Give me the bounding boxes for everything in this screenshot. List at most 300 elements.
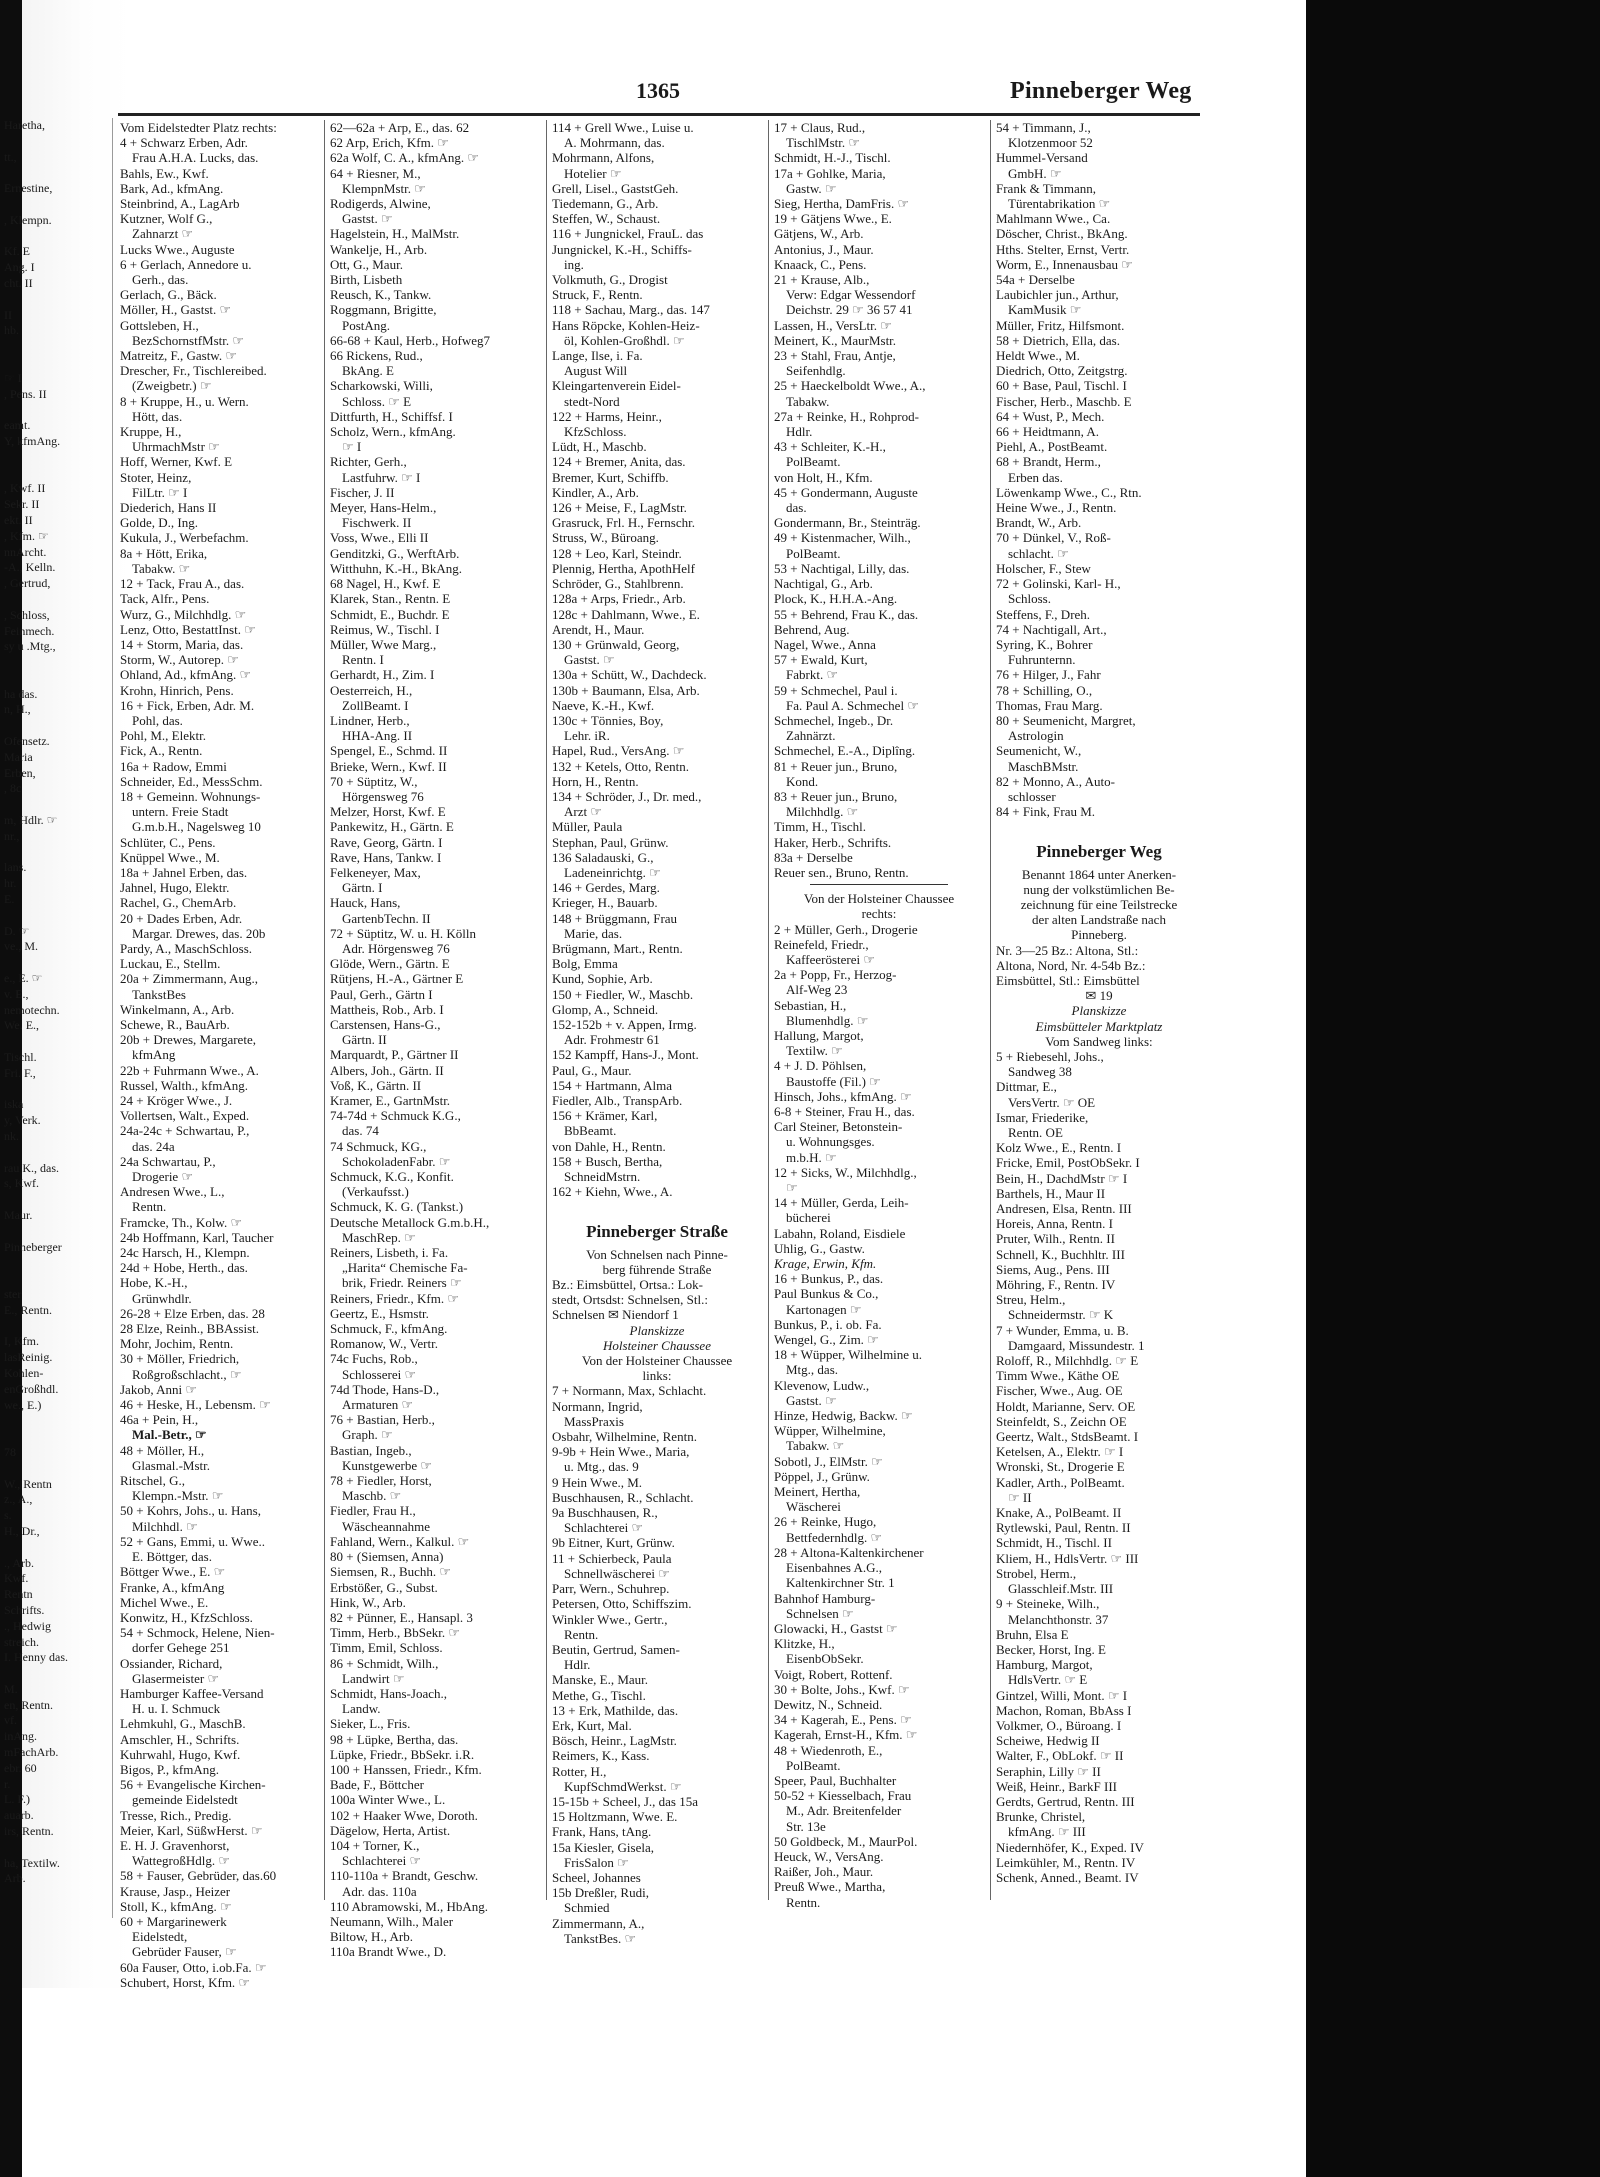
directory-entry-line: Dewitz, N., Schneid. <box>774 1696 883 1712</box>
fragment-line: ve., M. <box>4 939 38 954</box>
directory-entry-line: 76 + Bastian, Herb., <box>330 1412 435 1428</box>
fragment-line <box>4 1840 110 1856</box>
fragment-line <box>4 845 110 861</box>
fragment-line: I. Henny das. <box>4 1650 68 1665</box>
directory-entry-line: Glasermeister ☞ <box>132 1670 220 1686</box>
directory-entry-line: TankstBes <box>132 986 186 1002</box>
directory-entry-line: 84 + Fink, Frau M. <box>996 804 1096 820</box>
directory-entry-line: Steffens, F., Dreh. <box>996 606 1091 622</box>
directory-entry-line: Knake, A., PolBeamt. II <box>996 1505 1122 1521</box>
directory-entry-line: 13 + Erk, Mathilde, das. <box>552 1702 679 1718</box>
directory-entry-line: Fischwerk. II <box>342 515 412 531</box>
directory-entry-line: Kund, Sophie, Arb. <box>552 971 653 987</box>
directory-entry-line: Walter, F., ObLokf. ☞ II <box>996 1748 1124 1764</box>
running-head: Pinneberger Weg <box>1010 78 1192 104</box>
directory-entry-line: Mahlmann Wwe., Ca. <box>996 211 1111 227</box>
directory-entry-line: Kutzner, Wolf G., <box>120 211 213 227</box>
directory-entry-line: 122 + Harms, Heinr., <box>552 408 662 424</box>
previous-page-fragment <box>4 118 110 1887</box>
directory-entry-line: 136 Saladauski, G., <box>552 849 654 865</box>
directory-entry-line: Weiß, Heinr., BarkF III <box>996 1778 1117 1794</box>
directory-entry-line: Kleingartenverein Eidel- <box>552 378 681 394</box>
directory-entry-line: Mohrmann, Alfons, <box>552 150 655 166</box>
directory-entry-line: Löwenkamp Wwe., C., Rtn. <box>996 484 1142 500</box>
directory-entry-line: Von Schnelsen nach Pinne- <box>586 1246 728 1262</box>
directory-entry-line: Textilw. ☞ <box>786 1043 843 1059</box>
directory-entry-line: Voigt, Robert, Rottenf. <box>774 1666 893 1682</box>
directory-entry-line: 62a Wolf, C. A., kfmAng. ☞ <box>330 150 480 166</box>
directory-entry-line: Becker, Horst, Ing. E <box>996 1641 1106 1657</box>
directory-entry-line: Frank & Timmann, <box>996 180 1097 196</box>
directory-entry-line: 58 + Dietrich, Ella, das. <box>996 332 1120 348</box>
directory-entry-line: links: <box>642 1368 672 1384</box>
fragment-line: Arb. <box>4 1871 26 1886</box>
directory-entry-line: 24d + Hobe, Herth., das. <box>120 1260 248 1276</box>
directory-entry-line: Vollertsen, Walt., Exped. <box>120 1108 250 1124</box>
directory-entry-line: 56 + Evangelische Kirchen- <box>120 1777 266 1793</box>
fragment-line: we., E.) <box>4 1397 42 1412</box>
directory-entry-line: Bigos, P., kfmAng. <box>120 1761 219 1777</box>
directory-entry-line: 54 + Schmock, Helene, Nien- <box>120 1625 275 1641</box>
directory-entry-line: Roßgroßschlacht., ☞ <box>132 1366 242 1382</box>
directory-entry-line: 76 + Hilger, J., Fahr <box>996 667 1101 683</box>
directory-entry-line: 24a-24c + Schwartau, P., <box>120 1123 250 1139</box>
directory-entry-line: Klempn.-Mstr. ☞ <box>132 1488 224 1504</box>
directory-entry-line: Horn, H., Rentn. <box>552 773 639 789</box>
fragment-line: I, Kfm. <box>4 1334 39 1349</box>
directory-entry-line: Gottsleben, H., <box>120 317 199 333</box>
fragment-line <box>4 1192 110 1208</box>
directory-entry-line: 45 + Gondermann, Auguste <box>774 484 918 500</box>
directory-entry-line: Geertz, E., Hsmstr. <box>330 1305 429 1321</box>
directory-entry-line: 68 Nagel, H., Kwf. E <box>330 576 441 592</box>
fragment-line <box>4 797 110 813</box>
directory-entry-line: Hans Röpcke, Kohlen-Heiz- <box>552 317 700 333</box>
directory-entry-line: Reuer sen., Bruno, Rentn. <box>774 864 909 880</box>
directory-entry-line: Haker, Herb., Schrifts. <box>774 834 892 850</box>
directory-entry-line: Ritschel, G., <box>120 1473 185 1489</box>
fragment-line <box>4 355 110 371</box>
directory-entry-line: Hdlr. <box>786 424 813 440</box>
directory-entry-line: 17 + Claus, Rud., <box>774 120 866 135</box>
directory-entry-line: 130 + Grünwald, Georg, <box>552 636 680 652</box>
directory-entry-line: Hummel-Versand <box>996 150 1088 166</box>
directory-entry-line <box>552 1199 762 1214</box>
fragment-line: Ernestine, <box>4 181 53 196</box>
directory-entry-line: 126 + Meise, F., LagMstr. <box>552 500 687 516</box>
directory-entry-line: Schlachterei ☞ <box>342 1853 422 1869</box>
fragment-line: streich. <box>4 1634 39 1649</box>
directory-entry-line: Schlüter, C., Pens. <box>120 834 216 850</box>
directory-entry-line: Gebrüder Fauser, ☞ <box>132 1944 237 1960</box>
directory-entry-line: Birth, Lisbeth <box>330 272 403 288</box>
directory-entry-line: Gerh., das. <box>132 272 189 288</box>
directory-entry-line: Fick, A., Rentn. <box>120 743 203 759</box>
directory-entry-line: 130a + Schütt, W., Dachdeck. <box>552 667 707 683</box>
directory-entry-line: Verw: Edgar Wessendorf <box>786 287 916 303</box>
directory-entry-line: Fabrkt. ☞ <box>786 667 839 683</box>
directory-entry-line: Ossiander, Richard, <box>120 1655 223 1671</box>
directory-entry-line: Arzt ☞ <box>564 804 603 820</box>
directory-entry-line: Lüpke, Friedr., BbSekr. i.R. <box>330 1746 475 1762</box>
directory-entry-line: Kolz Wwe., E., Rentn. I <box>996 1140 1122 1156</box>
directory-entry-line: Syring, K., Bohrer <box>996 636 1093 652</box>
directory-entry-line: 154 + Hartmann, Alma <box>552 1077 672 1093</box>
directory-entry-line: Streu, Helm., <box>996 1292 1066 1308</box>
directory-entry-line: berg führende Straße <box>602 1261 712 1277</box>
directory-entry-line: das. 24a <box>132 1138 175 1154</box>
directory-entry-line: M., Adr. Breitenfelder <box>786 1803 902 1819</box>
directory-entry-line: Schmuck, F., kfmAng. <box>330 1321 448 1337</box>
directory-entry-line: Hths. Stelter, Ernst, Vertr. <box>996 241 1130 257</box>
directory-entry-line: Pöppel, J., Grünw. <box>774 1468 870 1484</box>
directory-entry-line: SchneidMstrn. <box>564 1169 641 1185</box>
directory-entry-line: 17a + Gohlke, Maria, <box>774 165 886 181</box>
directory-entry-line: ☞ <box>786 1180 798 1196</box>
directory-entry-line: 30 + Möller, Friedrich, <box>120 1351 240 1367</box>
directory-entry-line: Schmechel, E.-A., Diplîng. <box>774 743 916 759</box>
directory-entry-line: 66 + Heidtmann, A. <box>996 424 1100 440</box>
directory-entry-line: Glöde, Wern., Gärtn. E <box>330 956 450 972</box>
directory-entry-line: 24c Harsch, H., Klempn. <box>120 1245 250 1261</box>
directory-entry-line: 2a + Popp, Fr., Herzog- <box>774 967 897 983</box>
fragment-line: Maur. <box>4 1207 33 1222</box>
directory-entry-line: 64 + Wust, P., Mech. <box>996 408 1105 424</box>
directory-entry-line: 34 + Kagerah, E., Pens. ☞ <box>774 1712 912 1728</box>
directory-entry-line: Spengel, E., Schmd. II <box>330 743 448 759</box>
directory-entry-line: Thomas, Frau Marg. <box>996 697 1103 713</box>
directory-entry-line: 80 + (Siemsen, Anna) <box>330 1549 444 1565</box>
directory-entry-line: Voss, Wwe., Elli II <box>330 530 429 546</box>
directory-entry-line: Ketelsen, A., Elektr. ☞ I <box>996 1444 1124 1460</box>
directory-entry-line: Holdt, Marianne, Serv. OE <box>996 1398 1136 1414</box>
directory-entry-line: 19 + Gätjens Wwe., E. <box>774 211 892 227</box>
directory-entry-line: Schneider, Ed., MessSchm. <box>120 773 263 789</box>
directory-entry-line: 102 + Haaker Wwe, Doroth. <box>330 1807 478 1823</box>
column-divider <box>768 120 769 1900</box>
directory-entry-line: Meinert, K., MaurMstr. <box>774 332 897 348</box>
directory-entry-line: Machon, Roman, BbAss I <box>996 1702 1132 1718</box>
directory-entry-line: 9b Eitner, Kurt, Grünw. <box>552 1535 675 1551</box>
directory-entry-line: Geertz, Walt., StdsBeamt. I <box>996 1429 1139 1445</box>
directory-entry-line: 118 + Sachau, Marg., das. 147 <box>552 302 710 318</box>
fragment-line: m, Hdlr. ☞ <box>4 813 58 828</box>
fragment-line: nr., <box>4 828 20 843</box>
directory-entry-line: Michel Wwe., E. <box>120 1594 209 1610</box>
directory-entry-line: Struss, W., Büroang. <box>552 530 659 546</box>
fragment-line: Kf. E <box>4 244 30 259</box>
directory-entry-line: Ladeneinrichtg. ☞ <box>564 864 661 880</box>
directory-entry-line: Bruhn, Elsa E <box>996 1626 1069 1642</box>
directory-entry-line: Glasmal.-Mstr. <box>132 1457 210 1473</box>
fragment-line <box>4 339 110 355</box>
directory-entry-line: schlosser <box>1008 788 1056 804</box>
directory-entry-line: Manske, E., Maur. <box>552 1672 649 1688</box>
directory-entry-line: Nr. 3—25 Bz.: Altona, Stl.: <box>996 942 1139 958</box>
directory-entry-line: Schmuck, K. G. (Tankst.) <box>330 1199 464 1215</box>
fragment-line: r. <box>4 1776 11 1791</box>
directory-entry-line: BkAng. E <box>342 363 394 379</box>
directory-entry-line: Rentn. <box>564 1626 599 1642</box>
directory-entry-line: untern. Freie Stadt <box>132 804 229 820</box>
directory-entry-line: Storm, W., Autorep. ☞ <box>120 652 239 668</box>
directory-entry-line: Raißer, Joh., Maur. <box>774 1864 874 1880</box>
directory-entry-line: Schlosserei ☞ <box>342 1366 417 1382</box>
directory-entry-line: Schenk, Anned., Beamt. IV <box>996 1869 1139 1885</box>
directory-entry-line: Jungnickel, K.-H., Schiffs- <box>552 241 692 257</box>
directory-entry-line: Amschler, H., Schrifts. <box>120 1731 240 1747</box>
directory-entry-line: Meyer, Hans-Helm., <box>330 500 437 516</box>
directory-entry-line: Franke, A., kfmAng <box>120 1579 225 1595</box>
directory-entry-line: Schmidt, Hans-Joach., <box>330 1685 447 1701</box>
directory-entry-line: 50-52 + Kiesselbach, Frau <box>774 1788 912 1804</box>
directory-entry-line: Lindner, Herb., <box>330 712 410 728</box>
directory-entry-line: 9 + Steineke, Wilh., <box>996 1596 1100 1612</box>
directory-entry-line: 132 + Ketels, Otto, Rentn. <box>552 758 689 774</box>
directory-entry-line: Glomp, A., Schneid. <box>552 1001 659 1017</box>
fragment-line <box>4 197 110 213</box>
directory-entry-line: Rentn. <box>786 1894 821 1910</box>
directory-entry-line: Tabakw. ☞ <box>132 560 191 576</box>
directory-entry-line: Heuck, W., VersAng. <box>774 1848 884 1864</box>
directory-entry-line: Lastfuhrw. ☞ I <box>342 469 421 485</box>
directory-entry-line: Böttger Wwe., E. ☞ <box>120 1564 226 1580</box>
fragment-line <box>4 1224 110 1240</box>
directory-entry-line: Richter, Gerh., <box>330 454 407 470</box>
directory-entry-line: Uhlig, G., Gastw. <box>774 1240 865 1256</box>
directory-entry-line: Bz.: Eimsbüttel, Ortsa.: Lok- <box>552 1277 703 1293</box>
directory-entry-line: nung der volkstümlichen Be- <box>1023 881 1175 897</box>
directory-entry-line: Brandt, W., Arb. <box>996 515 1082 531</box>
directory-entry-line: Krieger, H., Bauarb. <box>552 895 658 911</box>
directory-entry-line: Pohl, M., Elektr. <box>120 728 206 744</box>
directory-entry-line: Tack, Alfr., Pens. <box>120 591 210 607</box>
directory-entry-line: ZollBeamt. I <box>342 697 409 713</box>
directory-entry-line: 158 + Busch, Bertha, <box>552 1153 663 1169</box>
fragment-line: ekt. II <box>4 512 33 527</box>
directory-entry-line: Drescher, Fr., Tischlereibed. <box>120 363 267 379</box>
directory-entry-line: Seifenhdlg. <box>786 363 846 379</box>
fragment-line <box>4 450 110 466</box>
directory-entry-line: 59 + Schmechel, Paul i. <box>774 682 898 698</box>
directory-entry-line: Hauck, Hans, <box>330 895 401 911</box>
directory-entry-line: Parr, Wern., Schuhrep. <box>552 1581 670 1597</box>
directory-entry-line: Golde, D., Ing. <box>120 515 198 531</box>
directory-entry-line: Stephan, Paul, Grünw. <box>552 834 669 850</box>
fragment-line: E. <box>4 892 15 907</box>
fragment-line <box>4 165 110 181</box>
directory-entry-line: Schmidt, H.-J., Tischl. <box>774 150 891 166</box>
fragment-line: nnArcht. <box>4 544 47 559</box>
fragment-line: e., E. ☞ <box>4 971 43 986</box>
directory-entry-line: Fischer, Herb., Maschb. E <box>996 393 1132 409</box>
directory-entry-line: Holsteiner Chaussee <box>603 1337 711 1353</box>
directory-entry-line: VersVertr. ☞ OE <box>1008 1094 1096 1110</box>
directory-entry-line: ☞ I <box>342 439 362 455</box>
directory-entry-line: Preuß Wwe., Martha, <box>774 1879 886 1895</box>
directory-entry-line: Grell, Lisel., GaststGeh. <box>552 180 679 196</box>
directory-entry-line: Deichstr. 29 ☞ 36 57 41 <box>786 302 913 318</box>
directory-entry-line: 66-68 + Kaul, Herb., Hofweg7 <box>330 332 491 348</box>
directory-entry-line: 62 Arp, Erich, Kfm. ☞ <box>330 135 449 151</box>
directory-entry-line: Bremer, Kurt, Schiffb. <box>552 469 669 485</box>
directory-entry-line: Rytlewski, Paul, Rentn. II <box>996 1520 1131 1536</box>
directory-entry-line: 48 + Wiedenroth, E., <box>774 1742 883 1758</box>
directory-entry-line: 24a Schwartau, P., <box>120 1153 216 1169</box>
header-rule <box>118 113 1200 116</box>
fragment-line <box>4 1082 110 1098</box>
directory-entry-line: Glasschleif.Mstr. III <box>1008 1581 1114 1597</box>
directory-entry-line: 8a + Hött, Erika, <box>120 545 208 561</box>
directory-entry-line: Biltow, H., Arb. <box>330 1929 413 1945</box>
fragment-line: H., Dr., <box>4 1523 40 1538</box>
directory-entry-line: Siemsen, R., Buchh. ☞ <box>330 1564 452 1580</box>
directory-entry-line: Lenz, Otto, BestattInst. ☞ <box>120 621 256 637</box>
directory-entry-line: bücherei <box>786 1210 831 1226</box>
directory-entry-line: Türentabrikation ☞ <box>1008 196 1111 212</box>
directory-entry-line: Sandweg 38 <box>1008 1064 1072 1080</box>
directory-entry-line: ✉ 19 <box>1085 988 1113 1004</box>
fragment-line: ., Hedwig <box>4 1618 51 1633</box>
directory-entry-line: Framcke, Th., Kolw. ☞ <box>120 1214 243 1230</box>
directory-entry-line: 124 + Bremer, Anita, das. <box>552 454 686 470</box>
directory-entry-line: Bettfedernhdlg. ☞ <box>786 1529 883 1545</box>
directory-entry-line: Hinze, Hedwig, Backw. ☞ <box>774 1408 913 1424</box>
directory-entry-line: Diedrich, Otto, Zeitgstrg. <box>996 363 1128 379</box>
directory-entry-line: (Zweigbetr.) ☞ <box>132 378 212 394</box>
fragment-line: lasReinig. <box>4 1350 53 1365</box>
directory-entry-line: 156 + Krämer, Karl, <box>552 1108 658 1124</box>
directory-entry-line: 128a + Arps, Friedr., Arb. <box>552 591 686 607</box>
directory-entry-line: MaschBMstr. <box>1008 758 1079 774</box>
directory-entry-line: Seraphin, Lilly ☞ II <box>996 1763 1101 1779</box>
directory-entry-line: Klarek, Stan., Rentn. E <box>330 591 451 607</box>
fragment-line: v. E., <box>4 986 29 1001</box>
directory-entry-line: Konwitz, H., KfzSchloss. <box>120 1609 253 1625</box>
directory-entry-line: 53 + Nachtigal, Lilly, das. <box>774 560 910 576</box>
directory-entry-line: Melanchthonstr. 37 <box>1008 1611 1109 1627</box>
directory-entry-line: Lehr. iR. <box>564 728 610 744</box>
directory-entry-line: 9-9b + Hein Wwe., Maria, <box>552 1444 690 1460</box>
directory-entry-line: A. Mohrmann, das. <box>564 135 665 151</box>
directory-entry-line: Brügmann, Mart., Rentn. <box>552 940 683 956</box>
directory-entry-line: Hörgensweg 76 <box>342 788 424 804</box>
directory-entry-line: 9 Hein Wwe., M. <box>552 1474 643 1490</box>
directory-entry-line: HHA-Ang. II <box>342 728 413 744</box>
directory-entry-line: Erben das. <box>1008 469 1063 485</box>
fragment-line: iska <box>4 1097 24 1112</box>
directory-entry-line: Wäscheannahme <box>342 1518 431 1534</box>
section-rule <box>810 884 948 885</box>
street-heading: Pinneberger Straße <box>586 1221 728 1241</box>
directory-entry-line: 60 + Margarinewerk <box>120 1913 227 1929</box>
directory-entry-line: 12 + Sicks, W., Milchhdlg., <box>774 1164 917 1180</box>
directory-entry-line: 4 + J. D. Pöhlsen, <box>774 1058 867 1074</box>
directory-entry-line: Voß, K., Gärtn. II <box>330 1077 422 1093</box>
directory-entry-line: Zahnärzt. <box>786 728 836 744</box>
fragment-line: nk. <box>4 1129 19 1143</box>
fragment-line: ha das. <box>4 686 38 701</box>
directory-entry-line: GartenbTechn. II <box>342 910 431 926</box>
fragment-line: auarb. <box>4 1808 34 1823</box>
directory-entry-line: Matreitz, F., Gastw. ☞ <box>120 348 237 364</box>
directory-entry-line: Milchhdl. ☞ <box>132 1518 198 1534</box>
directory-entry-line: Heine Wwe., J., Rentn. <box>996 500 1117 516</box>
fragment-line: eamt. <box>4 418 31 433</box>
directory-entry-line: Müller, Wwe Marg., <box>330 636 437 652</box>
directory-entry-line: Hobe, K.-H., <box>120 1275 188 1291</box>
fragment-line: mFachArb. <box>4 1745 59 1760</box>
directory-entry-line: Hdlr. <box>564 1657 591 1673</box>
directory-entry-line: (Verkaufsst.) <box>342 1184 409 1200</box>
directory-entry-line: Albers, Joh., Gärtn. II <box>330 1062 444 1078</box>
directory-entry-line: Hamburger Kaffee-Versand <box>120 1685 264 1701</box>
directory-entry-line: Eisenbahnes A.G., <box>786 1560 883 1576</box>
directory-entry-line: 15-15b + Scheel, J., das 15a <box>552 1793 698 1809</box>
directory-entry-line: Piehl, A., PostBeamt. <box>996 439 1108 455</box>
directory-entry-line: Kagerah, Ernst-H., Kfm. ☞ <box>774 1727 918 1743</box>
directory-entry-line: 68 + Brandt, Herm., <box>996 454 1101 470</box>
directory-entry-line: PostAng. <box>342 317 391 333</box>
directory-entry-line: KfzSchloss. <box>564 424 627 440</box>
fragment-line: irs, Rentn. <box>4 1824 54 1839</box>
directory-entry-line: Maschb. ☞ <box>342 1488 402 1504</box>
directory-entry-line: Döscher, Christ., BkAng. <box>996 226 1128 242</box>
directory-entry-line: ing. <box>564 256 584 272</box>
directory-entry-line: TischlMstr. ☞ <box>786 135 861 151</box>
directory-entry-line: 100 + Hanssen, Friedr., Kfm. <box>330 1761 482 1777</box>
directory-entry-line: 66 Rickens, Rud., <box>330 348 423 364</box>
directory-entry-line: 150 + Fiedler, W., Maschb. <box>552 986 694 1002</box>
directory-entry-line: Plennig, Hertha, ApothHelf <box>552 560 695 576</box>
directory-entry-line: Marie, das. <box>564 925 623 941</box>
directory-entry-line: Pinneberg. <box>1071 927 1127 943</box>
directory-entry-line: Hink, W., Arb. <box>330 1594 406 1610</box>
directory-entry-line: Kruppe, H., <box>120 424 182 440</box>
directory-entry-line: Frau A.H.A. Lucks, das. <box>132 150 259 166</box>
directory-entry-line: stedt-Nord <box>564 393 620 409</box>
directory-entry-line: Wronski, St., Drogerie E <box>996 1459 1125 1475</box>
directory-entry-line: 148 + Brüggmann, Frau <box>552 910 678 926</box>
directory-entry-line: 28 + Altona-Kaltenkirchener <box>774 1544 924 1560</box>
directory-entry-line: Schubert, Horst, Kfm. ☞ <box>120 1974 251 1990</box>
fragment-line: Ofensetz. <box>4 734 50 749</box>
directory-entry-line: G.m.b.H., Nagelsweg 10 <box>132 819 261 835</box>
directory-entry-line: Methe, G., Tischl. <box>552 1687 646 1703</box>
directory-entry-line: Gerlach, G., Bäck. <box>120 287 217 303</box>
directory-entry-line: 62—62a + Arp, E., das. 62 <box>330 120 470 135</box>
directory-entry-line: PolBeamt. <box>786 1757 841 1773</box>
fragment-line <box>4 671 110 687</box>
directory-entry-line: Kuhrwahl, Hugo, Kwf. <box>120 1746 241 1762</box>
directory-entry-line: KlempnMstr. ☞ <box>342 180 426 196</box>
directory-entry-line: Genditzki, G., WerftArb. <box>330 545 460 561</box>
fragment-line: L. F.) <box>4 1792 31 1807</box>
directory-entry-line: Kunstgewerbe ☞ <box>342 1457 432 1473</box>
directory-entry-line: 16 + Fick, Erben, Adr. M. <box>120 697 255 713</box>
directory-entry-line: Krause, Jasp., Heizer <box>120 1883 231 1899</box>
fragment-line <box>4 1145 110 1161</box>
directory-entry-line: öl, Kohlen-Großhdl. ☞ <box>564 332 685 348</box>
fragment-line: vf. <box>4 1713 17 1728</box>
directory-entry-line: Volkmuth, G., Drogist <box>552 272 668 288</box>
directory-entry-line: Romanow, W., Vertr. <box>330 1336 438 1352</box>
fragment-line: inAng. <box>4 1729 37 1744</box>
fragment-line: lans. <box>4 860 27 875</box>
directory-entry-line: Schmidt, H., Tischl. II <box>996 1535 1112 1551</box>
directory-entry-line: Behrend, Aug. <box>774 621 850 637</box>
directory-entry-line: Mtg., das. <box>786 1362 838 1378</box>
